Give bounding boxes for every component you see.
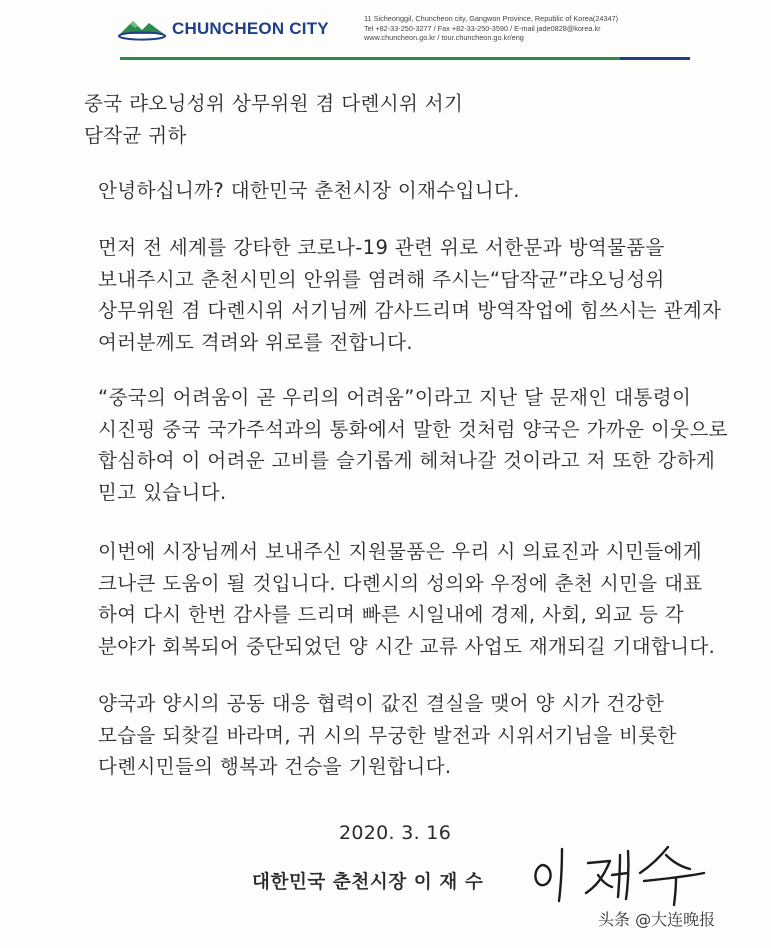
address-line: 11 Sicheonggil, Chuncheon city, Gangwon Province, Republic of Korea(24347) xyxy=(364,14,619,23)
letterhead-rule-blue xyxy=(620,57,690,60)
text-line: 다롄시민들의 행복과 건승을 기원합니다. xyxy=(98,755,452,779)
recipient-line: 중국 랴오닝성위 상무위원 겸 다롄시위 서기 xyxy=(84,92,464,115)
source-watermark: 头条 @大连晚报 xyxy=(598,910,716,929)
body-paragraph-2 xyxy=(98,382,728,508)
text-line: 양국과 양시의 공동 대응 협력이 값진 결실을 맺어 양 시가 건강한 xyxy=(98,692,665,715)
letterhead xyxy=(0,0,771,70)
text-line: 먼저 전 세계를 강타한 코로나-19 관련 위로 서한문과 방역물품을 xyxy=(98,236,665,259)
text-line: “중국의 어려움이 곧 우리의 어려움”이라고 지난 달 문재인 대통령이 xyxy=(98,386,692,409)
address-line: Tel +82-33-250-3277 / Fax +82-33-250-3590 / E-mail jade0828@korea.kr xyxy=(364,23,601,33)
letter-date: 2020. 3. 16 xyxy=(339,822,452,844)
recipient-block xyxy=(84,88,463,151)
text-line: 시진핑 중국 국가주석과의 통화에서 말한 것처럼 양국은 가까운 이웃으로 xyxy=(98,417,728,441)
letterhead-rule-green xyxy=(120,57,690,60)
greeting-text: 안녕하십니까? 대한민국 춘천시장 이재수입니다. xyxy=(98,179,520,202)
text-line: 상무위원 겸 다롄시위 서기님께 감사드리며 방역작업에 힘쓰시는 관계자 xyxy=(98,299,722,323)
city-logo xyxy=(118,16,329,42)
recipient-line: 담작균 귀하 xyxy=(84,123,187,147)
body-paragraph-1 xyxy=(98,232,721,358)
text-line: 이번에 시장님께서 보내주신 지원물품은 우리 시 의료진과 시민들에게 xyxy=(98,540,703,563)
body-paragraph-4 xyxy=(98,688,677,783)
text-line: 모습을 되찾길 바라며, 귀 시의 무궁한 발전과 시위서기님을 비롯한 xyxy=(98,723,677,747)
greeting xyxy=(98,175,520,207)
text-line: 하여 다시 한번 감사를 드리며 빠른 시일내에 경제, 사회, 외교 등 각 xyxy=(98,603,684,627)
mountain-logo-icon xyxy=(118,16,166,42)
body-paragraph-3 xyxy=(98,536,715,662)
signer-name: 대한민국 춘천시장 이 재 수 xyxy=(252,872,484,893)
city-name: CHUNCHEON CITY xyxy=(172,19,329,38)
text-line: 믿고 있습니다. xyxy=(98,480,227,504)
text-line: 보내주시고 춘천시민의 안위를 염려해 주시는“담작균”랴오닝성위 xyxy=(98,267,665,291)
address-line: www.chuncheon.go.kr / tour.chuncheon.go.kr/eng xyxy=(364,33,524,43)
text-line: 크나큰 도움이 될 것입니다. 다롄시의 성의와 우정에 춘천 시민을 대표 xyxy=(98,571,703,595)
text-line: 분야가 회복되어 중단되었던 양 시간 교류 사업도 재개되길 기대합니다. xyxy=(98,634,716,658)
handwritten-signature xyxy=(528,835,718,907)
text-line: 합심하여 이 어려운 고비를 슬기롭게 헤쳐나갈 것이라고 저 또한 강하게 xyxy=(98,449,716,473)
letterhead-address xyxy=(364,14,618,43)
text-line: 여러분께도 격려와 위로를 전합니다. xyxy=(98,330,413,354)
